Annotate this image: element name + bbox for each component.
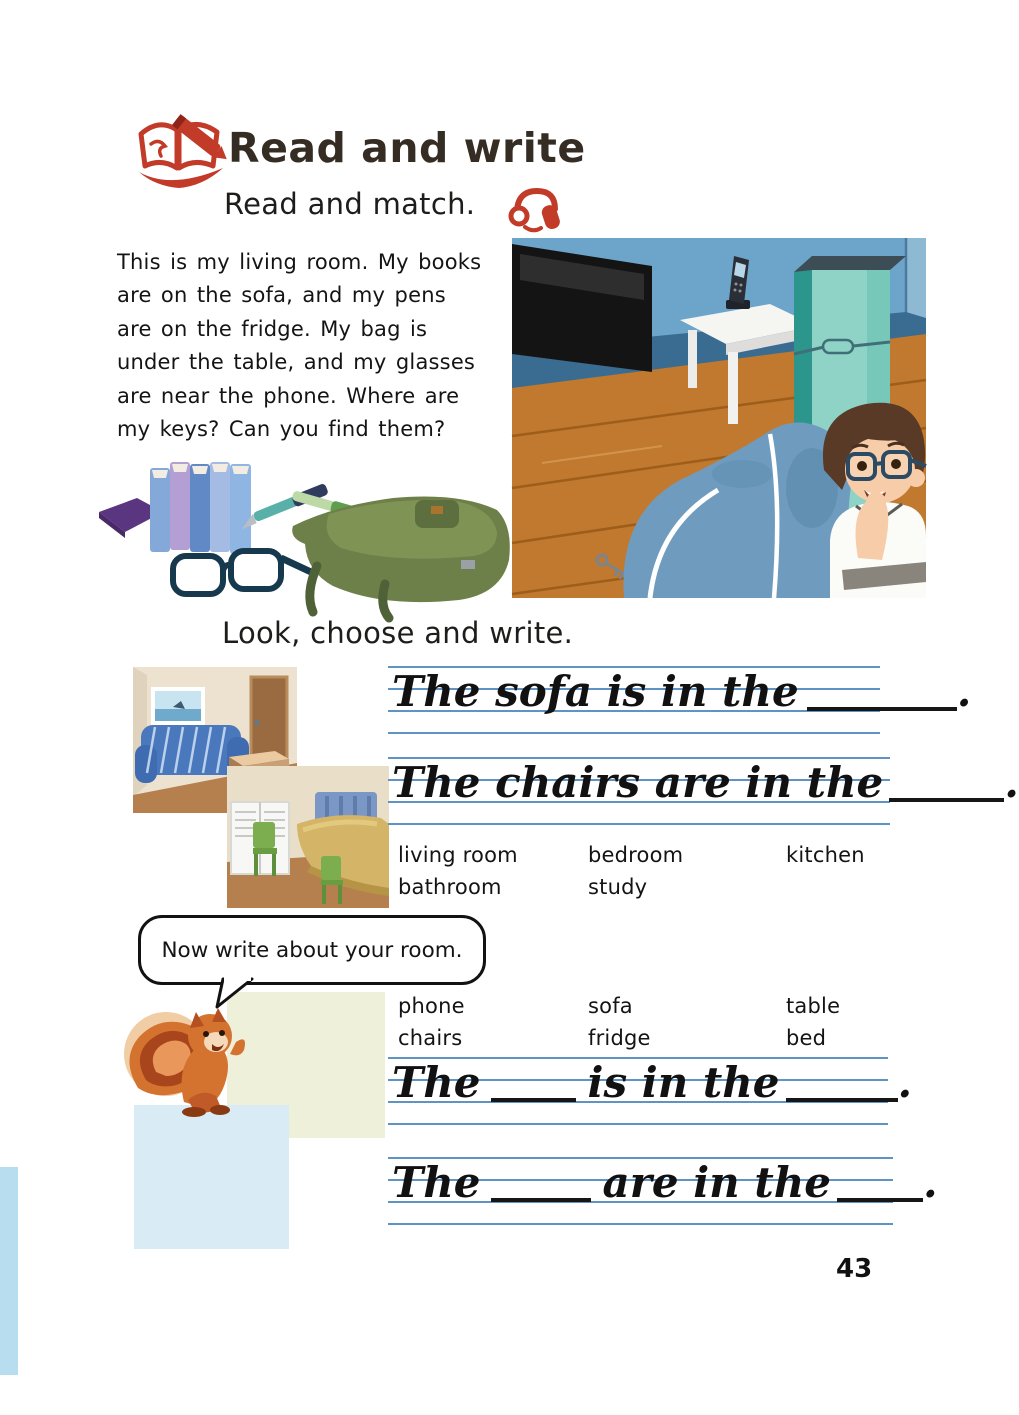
instruction-look-choose-write: Look, choose and write.	[222, 616, 574, 650]
speech-bubble-text: Now write about your room.	[161, 937, 463, 963]
sentence-4	[392, 1158, 938, 1207]
answer-blank[interactable]	[889, 798, 1004, 802]
sentence-1-text: The sofa is in the	[392, 667, 799, 716]
objects-illustration	[93, 448, 513, 620]
word-option: chairs	[398, 1026, 463, 1050]
passage-line: under the table, and my glasses	[117, 350, 476, 375]
passage-line: my keys? Can you find them?	[117, 417, 446, 442]
word-option: bed	[786, 1026, 827, 1050]
glasses	[173, 551, 311, 594]
word-option: study	[588, 875, 648, 899]
answer-blank[interactable]	[491, 1198, 591, 1202]
sentence-4-text: are in the	[602, 1158, 831, 1207]
answer-blank[interactable]	[491, 1098, 576, 1102]
word-option: bedroom	[588, 843, 684, 867]
handwriting-lines-3	[388, 1057, 913, 1127]
sentence-3-text: The	[392, 1058, 481, 1107]
handwriting-lines-1	[388, 666, 972, 736]
backpack	[292, 497, 510, 619]
word-option: kitchen	[786, 843, 865, 867]
answer-blank[interactable]	[837, 1198, 923, 1202]
word-option: living room	[398, 843, 518, 867]
answer-blank[interactable]	[807, 707, 957, 711]
rule-line	[388, 1223, 893, 1225]
passage-line: This is my living room. My books	[117, 250, 482, 274]
passage-line: are near the phone. Where are	[117, 383, 460, 408]
sentence-3-period: .	[897, 1058, 913, 1107]
sentence-4-period: .	[922, 1158, 938, 1207]
sentence-2-period: .	[1004, 758, 1019, 807]
living-room-illustration	[512, 238, 926, 598]
speech-bubble	[138, 915, 486, 985]
sentence-2-text: The chairs are in the	[392, 758, 884, 807]
page-edge-bar	[0, 1167, 18, 1375]
rule-line	[388, 1123, 888, 1125]
page-title: Read and write	[228, 124, 586, 172]
word-option: fridge	[588, 1026, 651, 1050]
reading-passage	[117, 246, 509, 446]
instruction-read-and-match: Read and match.	[224, 187, 476, 221]
answer-blank[interactable]	[786, 1098, 898, 1102]
speech-bubble-tail	[206, 977, 262, 1011]
books	[150, 462, 251, 554]
open-book-pencil-icon	[131, 106, 233, 198]
handwriting-lines-2	[388, 757, 1019, 827]
sentence-1	[392, 667, 972, 716]
sentence-2	[392, 758, 1019, 807]
blue-highlight-square	[134, 1105, 289, 1249]
passage-line: are on the sofa, and my pens	[117, 283, 446, 308]
word-option: sofa	[588, 994, 633, 1018]
rule-line	[388, 732, 880, 734]
word-option: table	[786, 994, 841, 1018]
sentence-3	[392, 1058, 913, 1107]
headphones-icon	[507, 183, 561, 235]
page-number: 43	[836, 1254, 873, 1284]
word-option: bathroom	[398, 875, 502, 899]
sentence-3-text: is in the	[587, 1058, 780, 1107]
passage-line: are on the fridge. My bag is	[117, 316, 428, 341]
sentence-4-text: The	[392, 1158, 481, 1207]
handwriting-lines-4	[388, 1157, 938, 1227]
rule-line	[388, 823, 890, 825]
word-option: phone	[398, 994, 465, 1018]
sentence-1-period: .	[956, 667, 972, 716]
small-bedroom-picture	[227, 766, 389, 908]
